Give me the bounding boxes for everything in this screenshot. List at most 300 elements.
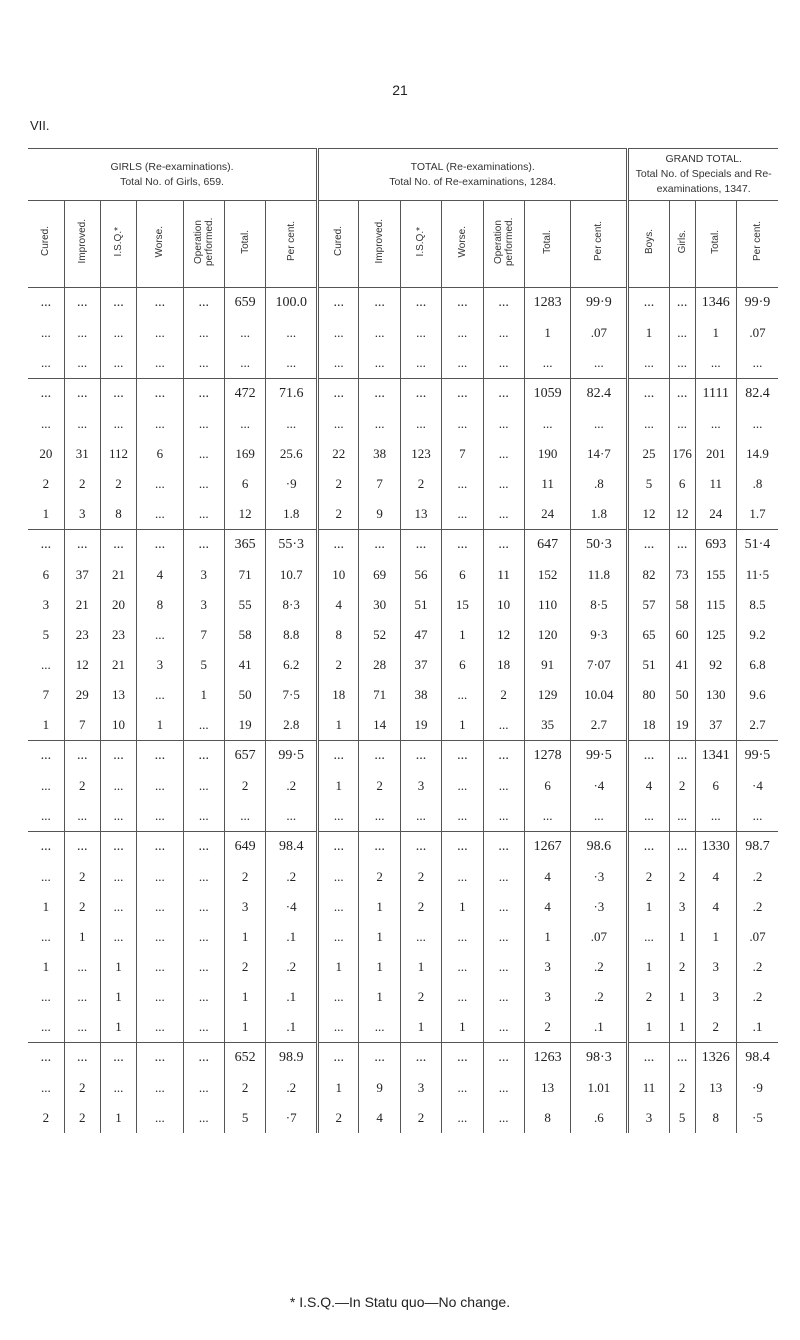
table-cell: 24 [524, 499, 571, 530]
col-header: Total. [524, 201, 571, 288]
table-cell: 100.0 [266, 288, 318, 319]
table-cell: ... [183, 771, 224, 801]
table-cell: 6 [137, 439, 184, 469]
table-cell: 2.7 [571, 710, 628, 741]
table-cell: 99·5 [736, 741, 778, 772]
table-cell: 29 [64, 680, 100, 710]
table-cell: ... [318, 922, 359, 952]
table-cell: ... [137, 892, 184, 922]
table-cell: ... [359, 741, 400, 772]
table-cell: .8 [736, 469, 778, 499]
table-cell: 1059 [524, 379, 571, 410]
table-cell: ... [64, 1012, 100, 1043]
col-header: Total. [695, 201, 736, 288]
table-cell: .2 [266, 862, 318, 892]
table-cell: ... [183, 439, 224, 469]
table-cell: ... [669, 379, 695, 410]
table-cell: ... [183, 499, 224, 530]
table-cell: ... [40, 989, 51, 1004]
col-header: Worse. [137, 201, 184, 288]
table-cell: 1 [442, 892, 483, 922]
table-cell: ... [669, 530, 695, 561]
table-cell: ... [483, 530, 524, 561]
table-cell: 7 [183, 620, 224, 650]
table-cell: 1.8 [571, 499, 628, 530]
table-cell: 9·3 [571, 620, 628, 650]
table-cell: ... [137, 409, 184, 439]
table-cell: ... [524, 409, 571, 439]
col-header: Boys. [628, 201, 669, 288]
column-header-row [28, 201, 778, 288]
table-cell: ... [28, 832, 64, 863]
table-cell: 1 [42, 717, 50, 732]
table-cell: 1326 [695, 1043, 736, 1074]
table-cell: 91 [524, 650, 571, 680]
table-cell: ... [40, 1019, 51, 1034]
table-cell: ... [183, 348, 224, 379]
table-cell: 71 [224, 560, 265, 590]
table-cell: 2 [695, 1012, 736, 1043]
table-cell: 12 [224, 499, 265, 530]
table-cell: 99·9 [736, 288, 778, 319]
table-cell: 37 [64, 560, 100, 590]
table-cell: 10.04 [571, 680, 628, 710]
table-cell: 23 [100, 620, 136, 650]
table-cell: ... [64, 318, 100, 348]
table-cell: 155 [695, 560, 736, 590]
table-cell: 12 [64, 650, 100, 680]
table-cell: ... [400, 741, 441, 772]
table-cell: 3 [400, 1073, 441, 1103]
table-cell: 58 [669, 590, 695, 620]
col-header: Total. [224, 201, 265, 288]
table-cell: 6 [442, 560, 483, 590]
table-cell: 37 [400, 650, 441, 680]
table-cell: ... [442, 288, 483, 319]
table-cell: 3 [695, 982, 736, 1012]
table-cell: 11.8 [571, 560, 628, 590]
table-cell: 112 [100, 439, 136, 469]
table-cell: 99·5 [266, 741, 318, 772]
table-cell: ... [669, 741, 695, 772]
table-cell: ... [359, 832, 400, 863]
table-cell: 24 [695, 499, 736, 530]
col-header: Improved. [359, 201, 400, 288]
table-cell: 9 [359, 499, 400, 530]
table-cell: ... [40, 355, 51, 370]
table-row [28, 1103, 778, 1133]
table-cell: ... [137, 379, 184, 410]
table-row [28, 1043, 778, 1074]
table-cell: ... [137, 680, 184, 710]
table-cell: ... [40, 1080, 51, 1095]
table-cell: 5 [669, 1103, 695, 1133]
table-cell: 18 [483, 650, 524, 680]
table-cell: ... [318, 1012, 359, 1043]
table-cell: 13 [400, 499, 441, 530]
table-cell: 176 [669, 439, 695, 469]
table-cell: 10 [318, 560, 359, 590]
table-cell: ... [442, 1103, 483, 1133]
table-cell: 201 [695, 439, 736, 469]
table-cell: ... [442, 1043, 483, 1074]
table-cell: 4 [359, 1103, 400, 1133]
table-cell: ... [137, 952, 184, 982]
table-cell: ... [183, 469, 224, 499]
col-header: Per cent. [736, 201, 778, 288]
table-cell: 152 [524, 560, 571, 590]
table-cell: 38 [400, 680, 441, 710]
table-cell: ... [695, 409, 736, 439]
table-cell: 1 [224, 1012, 265, 1043]
table-cell: .07 [736, 318, 778, 348]
table-cell: ... [483, 499, 524, 530]
table-cell: ... [483, 409, 524, 439]
table-cell: 28 [359, 650, 400, 680]
group-header-row [28, 149, 778, 201]
table-cell: 8.8 [266, 620, 318, 650]
table-cell: ... [400, 530, 441, 561]
table-cell: 2 [42, 476, 50, 491]
table-cell: 8 [695, 1103, 736, 1133]
table-cell: .07 [571, 922, 628, 952]
table-cell: 2 [669, 862, 695, 892]
table-cell: 130 [695, 680, 736, 710]
table-cell: 1 [318, 710, 359, 741]
table-cell: ... [483, 892, 524, 922]
table-cell: ... [137, 288, 184, 319]
table-cell: ... [266, 348, 318, 379]
table-cell: 60 [669, 620, 695, 650]
table-cell: 2 [400, 862, 441, 892]
table-cell: 1 [359, 892, 400, 922]
table-cell: 20 [100, 590, 136, 620]
table-cell: ... [137, 771, 184, 801]
table-cell: ... [628, 801, 669, 832]
col-header: Improved. [64, 201, 100, 288]
table-cell: 2 [64, 1073, 100, 1103]
table-cell: 6 [669, 469, 695, 499]
table-cell: ·9 [266, 469, 318, 499]
table-row [28, 650, 778, 680]
table-cell: ... [483, 318, 524, 348]
table-cell: 1 [669, 982, 695, 1012]
table-row [28, 771, 778, 801]
table-cell: 2 [100, 469, 136, 499]
table-cell: ... [137, 832, 184, 863]
table-cell: 4 [318, 590, 359, 620]
table-cell: 47 [400, 620, 441, 650]
table-cell: ... [64, 409, 100, 439]
table-cell: ... [28, 530, 64, 561]
table-cell: 57 [628, 590, 669, 620]
table-cell: ... [483, 982, 524, 1012]
col-header: Cured. [28, 201, 64, 288]
table-cell: ... [183, 288, 224, 319]
table-cell: ... [628, 530, 669, 561]
table-cell: ... [40, 778, 51, 793]
table-cell: 2 [64, 862, 100, 892]
table-cell: ... [64, 348, 100, 379]
table-cell: ... [183, 892, 224, 922]
table-cell: 1111 [695, 379, 736, 410]
table-cell: 1283 [524, 288, 571, 319]
table-cell: ... [400, 379, 441, 410]
table-cell: .2 [736, 952, 778, 982]
table-cell: 56 [400, 560, 441, 590]
table-cell: 1278 [524, 741, 571, 772]
table-row [28, 832, 778, 863]
table-cell: ... [40, 929, 51, 944]
footnote: * I.S.Q.—In Statu quo—No change. [289, 1294, 511, 1310]
table-cell: ... [40, 416, 51, 431]
table-cell: 6 [695, 771, 736, 801]
table-cell: 25.6 [266, 439, 318, 469]
table-cell: 4 [628, 771, 669, 801]
table-cell: ... [183, 409, 224, 439]
table-cell: ... [137, 801, 184, 832]
table-cell: 25 [628, 439, 669, 469]
table-cell: 11 [524, 469, 571, 499]
table-cell: ... [736, 409, 778, 439]
table-cell: 14 [359, 710, 400, 741]
table-cell: ... [400, 801, 441, 832]
table-cell: ... [40, 869, 51, 884]
table-cell: ... [40, 325, 51, 340]
table-cell: 71 [359, 680, 400, 710]
table-cell: ... [736, 348, 778, 379]
table-cell: 1 [669, 922, 695, 952]
table-cell: 11·5 [736, 560, 778, 590]
table-cell: 73 [669, 560, 695, 590]
total-group-header [318, 149, 628, 201]
table-cell: 1 [442, 620, 483, 650]
table-cell: 14.9 [736, 439, 778, 469]
table-cell: ... [318, 862, 359, 892]
table-cell: 2 [318, 499, 359, 530]
table-cell: ... [442, 922, 483, 952]
col-header: Operation performed. [183, 201, 224, 288]
table-cell: ... [40, 657, 51, 672]
table-row [28, 530, 778, 561]
table-row [28, 439, 778, 469]
table-cell: ... [266, 318, 318, 348]
table-cell: 1330 [695, 832, 736, 863]
table-cell: 41 [224, 650, 265, 680]
table-cell: ... [137, 348, 184, 379]
table-cell: 20 [39, 446, 53, 461]
table-cell: ... [40, 808, 51, 823]
table-cell: 2 [224, 952, 265, 982]
table-row [28, 560, 778, 590]
table-body [28, 288, 778, 1134]
table-cell: ... [183, 832, 224, 863]
table-cell: ... [736, 801, 778, 832]
table-cell: 1 [318, 952, 359, 982]
table-cell: 98·3 [571, 1043, 628, 1074]
table-cell: 6.2 [266, 650, 318, 680]
table-cell: ... [442, 982, 483, 1012]
table-cell: ... [483, 741, 524, 772]
table-cell: ... [359, 1012, 400, 1043]
table-cell: ... [628, 288, 669, 319]
table-cell: ... [183, 1073, 224, 1103]
table-cell: ... [442, 680, 483, 710]
table-cell: 8·3 [266, 590, 318, 620]
table-cell: 37 [695, 710, 736, 741]
col-header: Worse. [442, 201, 483, 288]
table-cell: ... [318, 318, 359, 348]
table-cell: 11 [695, 469, 736, 499]
results-table [28, 148, 778, 1133]
table-cell: 1 [318, 771, 359, 801]
table-cell: .2 [736, 982, 778, 1012]
table-cell: ... [64, 288, 100, 319]
table-cell: ... [100, 741, 136, 772]
table-cell: ... [183, 318, 224, 348]
table-cell: ... [695, 348, 736, 379]
table-cell: ·9 [736, 1073, 778, 1103]
table-cell: ... [137, 1073, 184, 1103]
table-cell: 1 [100, 952, 136, 982]
table-cell: ... [266, 409, 318, 439]
table-cell: 52 [359, 620, 400, 650]
table-cell: 21 [100, 650, 136, 680]
table-cell: 98.7 [736, 832, 778, 863]
col-header: I.S.Q.* [100, 201, 136, 288]
table-cell: ... [571, 409, 628, 439]
table-cell: 2 [359, 862, 400, 892]
table-cell: ... [28, 379, 64, 410]
girls-group-subtitle: Total No. of Girls, 659. [120, 175, 224, 188]
table-cell: 31 [64, 439, 100, 469]
table-cell: 1 [695, 922, 736, 952]
table-cell: 1 [628, 892, 669, 922]
table-cell: ... [695, 801, 736, 832]
table-row [28, 590, 778, 620]
table-cell: ... [64, 1043, 100, 1074]
table-cell: 7·5 [266, 680, 318, 710]
table-cell: ... [64, 530, 100, 561]
table-cell: 1 [359, 922, 400, 952]
table-cell: ... [359, 318, 400, 348]
table-cell: ... [571, 801, 628, 832]
table-cell: 2 [628, 862, 669, 892]
table-cell: ... [183, 741, 224, 772]
table-cell: ... [318, 1043, 359, 1074]
table-cell: ... [442, 1073, 483, 1103]
table-cell: 13 [524, 1073, 571, 1103]
table-cell: 19 [224, 710, 265, 741]
table-cell: 8 [318, 620, 359, 650]
table-cell: 3 [224, 892, 265, 922]
table-cell: .2 [571, 982, 628, 1012]
table-cell: 35 [524, 710, 571, 741]
table-row [28, 892, 778, 922]
table-cell: 22 [318, 439, 359, 469]
table-cell: 4 [524, 892, 571, 922]
table-cell: ... [137, 1043, 184, 1074]
table-cell: 1 [695, 318, 736, 348]
table-row [28, 288, 778, 319]
table-cell: 30 [359, 590, 400, 620]
table-cell: 647 [524, 530, 571, 561]
table-cell: 1 [628, 952, 669, 982]
table-cell: ... [28, 1043, 64, 1074]
table-cell: ... [483, 1073, 524, 1103]
table-cell: 19 [400, 710, 441, 741]
table-cell: 123 [400, 439, 441, 469]
table-cell: 1341 [695, 741, 736, 772]
table-cell: 2 [483, 680, 524, 710]
table-cell: ... [628, 922, 669, 952]
table-cell: ... [483, 1103, 524, 1133]
table-cell: 12 [483, 620, 524, 650]
table-cell: 51 [400, 590, 441, 620]
table-cell: ... [628, 741, 669, 772]
table-cell: ... [100, 922, 136, 952]
table-cell: ... [483, 379, 524, 410]
table-cell: 82.4 [571, 379, 628, 410]
table-cell: 1 [224, 982, 265, 1012]
table-cell: ... [400, 409, 441, 439]
table-cell: ... [359, 379, 400, 410]
table-cell: ·3 [571, 862, 628, 892]
table-cell: 1346 [695, 288, 736, 319]
table-cell: ... [100, 1073, 136, 1103]
table-cell: ... [64, 982, 100, 1012]
table-cell: 4 [695, 862, 736, 892]
table-cell: 5 [628, 469, 669, 499]
table-cell: ... [442, 862, 483, 892]
table-cell: ... [669, 832, 695, 863]
table-row [28, 801, 778, 832]
table-cell: 2.8 [266, 710, 318, 741]
table-cell: 14·7 [571, 439, 628, 469]
table-cell: 1 [42, 899, 50, 914]
table-cell: ... [669, 348, 695, 379]
table-cell: 9 [359, 1073, 400, 1103]
table-cell: ... [483, 952, 524, 982]
table-cell: ... [628, 409, 669, 439]
table-cell: 169 [224, 439, 265, 469]
table-row [28, 862, 778, 892]
table-cell: 1 [42, 506, 50, 521]
table-cell: .2 [266, 771, 318, 801]
table-cell: ... [137, 1103, 184, 1133]
table-row [28, 318, 778, 348]
table-cell: 2 [628, 982, 669, 1012]
table-cell: 3 [400, 771, 441, 801]
table-cell: .2 [266, 952, 318, 982]
table-cell: ... [183, 982, 224, 1012]
table-cell: .1 [266, 982, 318, 1012]
table-cell: 41 [669, 650, 695, 680]
table-cell: 10.7 [266, 560, 318, 590]
table-cell: 4 [524, 862, 571, 892]
table-row [28, 952, 778, 982]
table-cell: 3 [42, 597, 50, 612]
table-cell: ... [100, 288, 136, 319]
table-cell: .1 [266, 922, 318, 952]
table-cell: 99·5 [571, 741, 628, 772]
table-cell: ·5 [736, 1103, 778, 1133]
table-cell: ... [442, 801, 483, 832]
table-cell: 55·3 [266, 530, 318, 561]
table-cell: ... [400, 832, 441, 863]
table-cell: 2 [64, 892, 100, 922]
table-cell: ... [183, 922, 224, 952]
